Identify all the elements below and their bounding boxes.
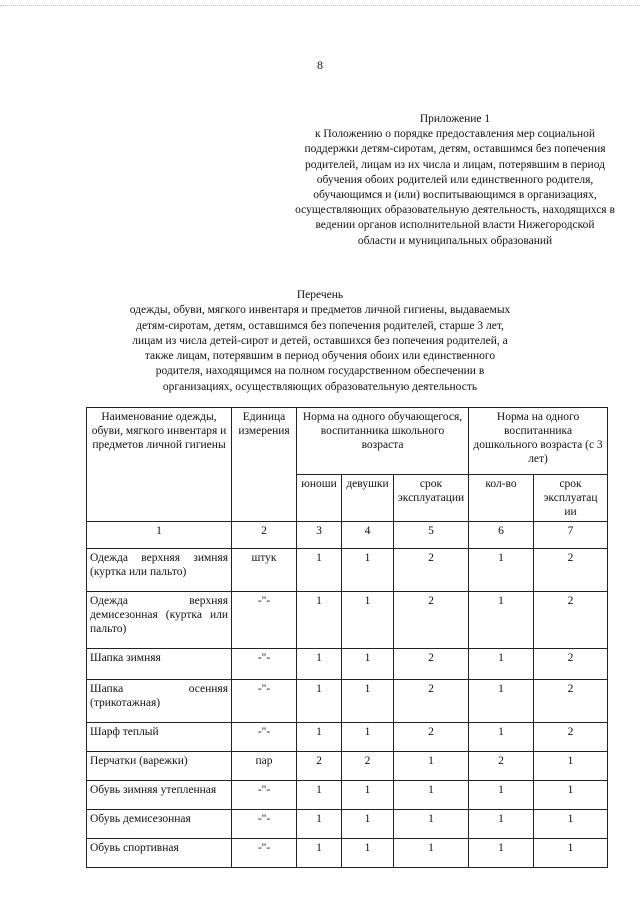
table-header-row: [87, 408, 608, 475]
item-boys: 2: [297, 752, 342, 781]
item-qty-preschool: 2: [469, 752, 534, 781]
header-unit: Единица измерения: [232, 408, 297, 522]
item-qty-preschool: 1: [469, 649, 534, 680]
appendix-block: [295, 112, 615, 249]
header-boys: юноши: [297, 475, 342, 522]
items-table: [86, 407, 608, 868]
item-term-school: 2: [394, 680, 469, 723]
item-qty-preschool: 1: [469, 781, 534, 810]
table-row: [87, 752, 608, 781]
item-name: Шапка зимняя: [87, 649, 232, 680]
item-term-preschool: 1: [534, 752, 608, 781]
header-preschool-norm: Норма на одного воспитанника дошкольного возраста (с 3 лет): [469, 408, 608, 475]
item-boys: 1: [297, 723, 342, 752]
header-qty: кол-во: [469, 475, 534, 522]
header-name: Наименование одежды, обуви, мягкого инвентаря и предметов личной гигиены: [87, 408, 232, 522]
item-boys: 1: [297, 839, 342, 868]
table-row: [87, 592, 608, 649]
item-qty-preschool: 1: [469, 549, 534, 592]
item-unit: штук: [232, 549, 297, 592]
item-name: Одежда верхняя демисезонная (куртка или пальто): [87, 592, 232, 649]
header-term-preschool: срок эксплуатац ии: [534, 475, 608, 522]
column-number-row: [87, 522, 608, 549]
column-number: 7: [534, 522, 608, 549]
item-term-school: 1: [394, 839, 469, 868]
item-term-school: 2: [394, 723, 469, 752]
item-term-preschool: 2: [534, 649, 608, 680]
item-term-preschool: 2: [534, 549, 608, 592]
item-boys: 1: [297, 680, 342, 723]
item-unit: -"-: [232, 680, 297, 723]
item-unit: -"-: [232, 649, 297, 680]
item-unit: -"-: [232, 781, 297, 810]
item-girls: 2: [342, 752, 394, 781]
item-term-school: 1: [394, 781, 469, 810]
page-number: 8: [317, 58, 323, 72]
item-name: Шапка осенняя (трикотажная): [87, 680, 232, 723]
item-name: Шарф теплый: [87, 723, 232, 752]
item-girls: 1: [342, 781, 394, 810]
appendix-text: к Положению о порядке предоставления мер социальной поддержки детям-сиротам, детям, оставшимся без попечения родителей, лицам из их числа и лицам, потерявшим в период обучения обоих родителей или единственного родителя, обучающимся и (или) воспитывающимся в организациях, осуществляющих образовательную деятельность, находящихся в ведении органов исполнительной власти Нижегородской области и муниципальных образований: [295, 128, 615, 247]
item-qty-preschool: 1: [469, 592, 534, 649]
item-unit: -"-: [232, 839, 297, 868]
item-boys: 1: [297, 592, 342, 649]
item-unit: -"-: [232, 592, 297, 649]
item-unit: -"-: [232, 723, 297, 752]
item-unit: -"-: [232, 810, 297, 839]
item-qty-preschool: 1: [469, 839, 534, 868]
table-row: [87, 781, 608, 810]
item-term-preschool: 2: [534, 592, 608, 649]
item-girls: 1: [342, 810, 394, 839]
column-number: 5: [394, 522, 469, 549]
item-term-preschool: 1: [534, 839, 608, 868]
header-school-norm: Норма на одного обучающегося, воспитанника школьного возраста: [297, 408, 469, 475]
items-table-body: [87, 408, 608, 868]
item-name: Обувь демисезонная: [87, 810, 232, 839]
table-row: [87, 680, 608, 723]
item-boys: 1: [297, 810, 342, 839]
item-unit: пар: [232, 752, 297, 781]
item-boys: 1: [297, 549, 342, 592]
column-number: 1: [87, 522, 232, 549]
item-girls: 1: [342, 839, 394, 868]
item-name: Перчатки (варежки): [87, 752, 232, 781]
item-boys: 1: [297, 781, 342, 810]
table-row: [87, 549, 608, 592]
column-number: 4: [342, 522, 394, 549]
item-girls: 1: [342, 649, 394, 680]
list-title-block: [120, 288, 520, 395]
column-number: 6: [469, 522, 534, 549]
item-qty-preschool: 1: [469, 680, 534, 723]
item-term-preschool: 1: [534, 810, 608, 839]
table-row: [87, 810, 608, 839]
appendix-heading: Приложение 1: [419, 113, 491, 125]
item-term-preschool: 1: [534, 781, 608, 810]
table-row: [87, 723, 608, 752]
item-name: Обувь зимняя утепленная: [87, 781, 232, 810]
item-term-school: 2: [394, 592, 469, 649]
column-number: 2: [232, 522, 297, 549]
header-girls: девушки: [342, 475, 394, 522]
item-name: Одежда верхняя зимняя (куртка или пальто): [87, 549, 232, 592]
item-qty-preschool: 1: [469, 810, 534, 839]
list-description: одежды, обуви, мягкого инвентаря и предметов личной гигиены, выдаваемых детям-сиротам, детям, оставшимся без попечения родителей, старше 3 лет, лицам из числа детей-сирот и детей, оставшихся без попечения родителей, а также лицам, потерявшим в период обучения обоих или единственного родителя, находящимся на полном государственном обеспечении в организациях, осуществляющих образовательную деятельность: [129, 304, 511, 393]
item-girls: 1: [342, 723, 394, 752]
item-girls: 1: [342, 549, 394, 592]
column-number: 3: [297, 522, 342, 549]
header-term-school: срок эксплуатации: [394, 475, 469, 522]
item-qty-preschool: 1: [469, 723, 534, 752]
item-term-school: 1: [394, 752, 469, 781]
item-term-school: 2: [394, 649, 469, 680]
item-name: Обувь спортивная: [87, 839, 232, 868]
list-heading: Перечень: [296, 289, 344, 301]
item-girls: 1: [342, 680, 394, 723]
table-row: [87, 649, 608, 680]
item-boys: 1: [297, 649, 342, 680]
item-girls: 1: [342, 592, 394, 649]
item-term-school: 2: [394, 549, 469, 592]
item-term-preschool: 2: [534, 723, 608, 752]
item-term-preschool: 2: [534, 680, 608, 723]
item-term-school: 1: [394, 810, 469, 839]
table-row: [87, 839, 608, 868]
page-top-border: [0, 5, 640, 6]
